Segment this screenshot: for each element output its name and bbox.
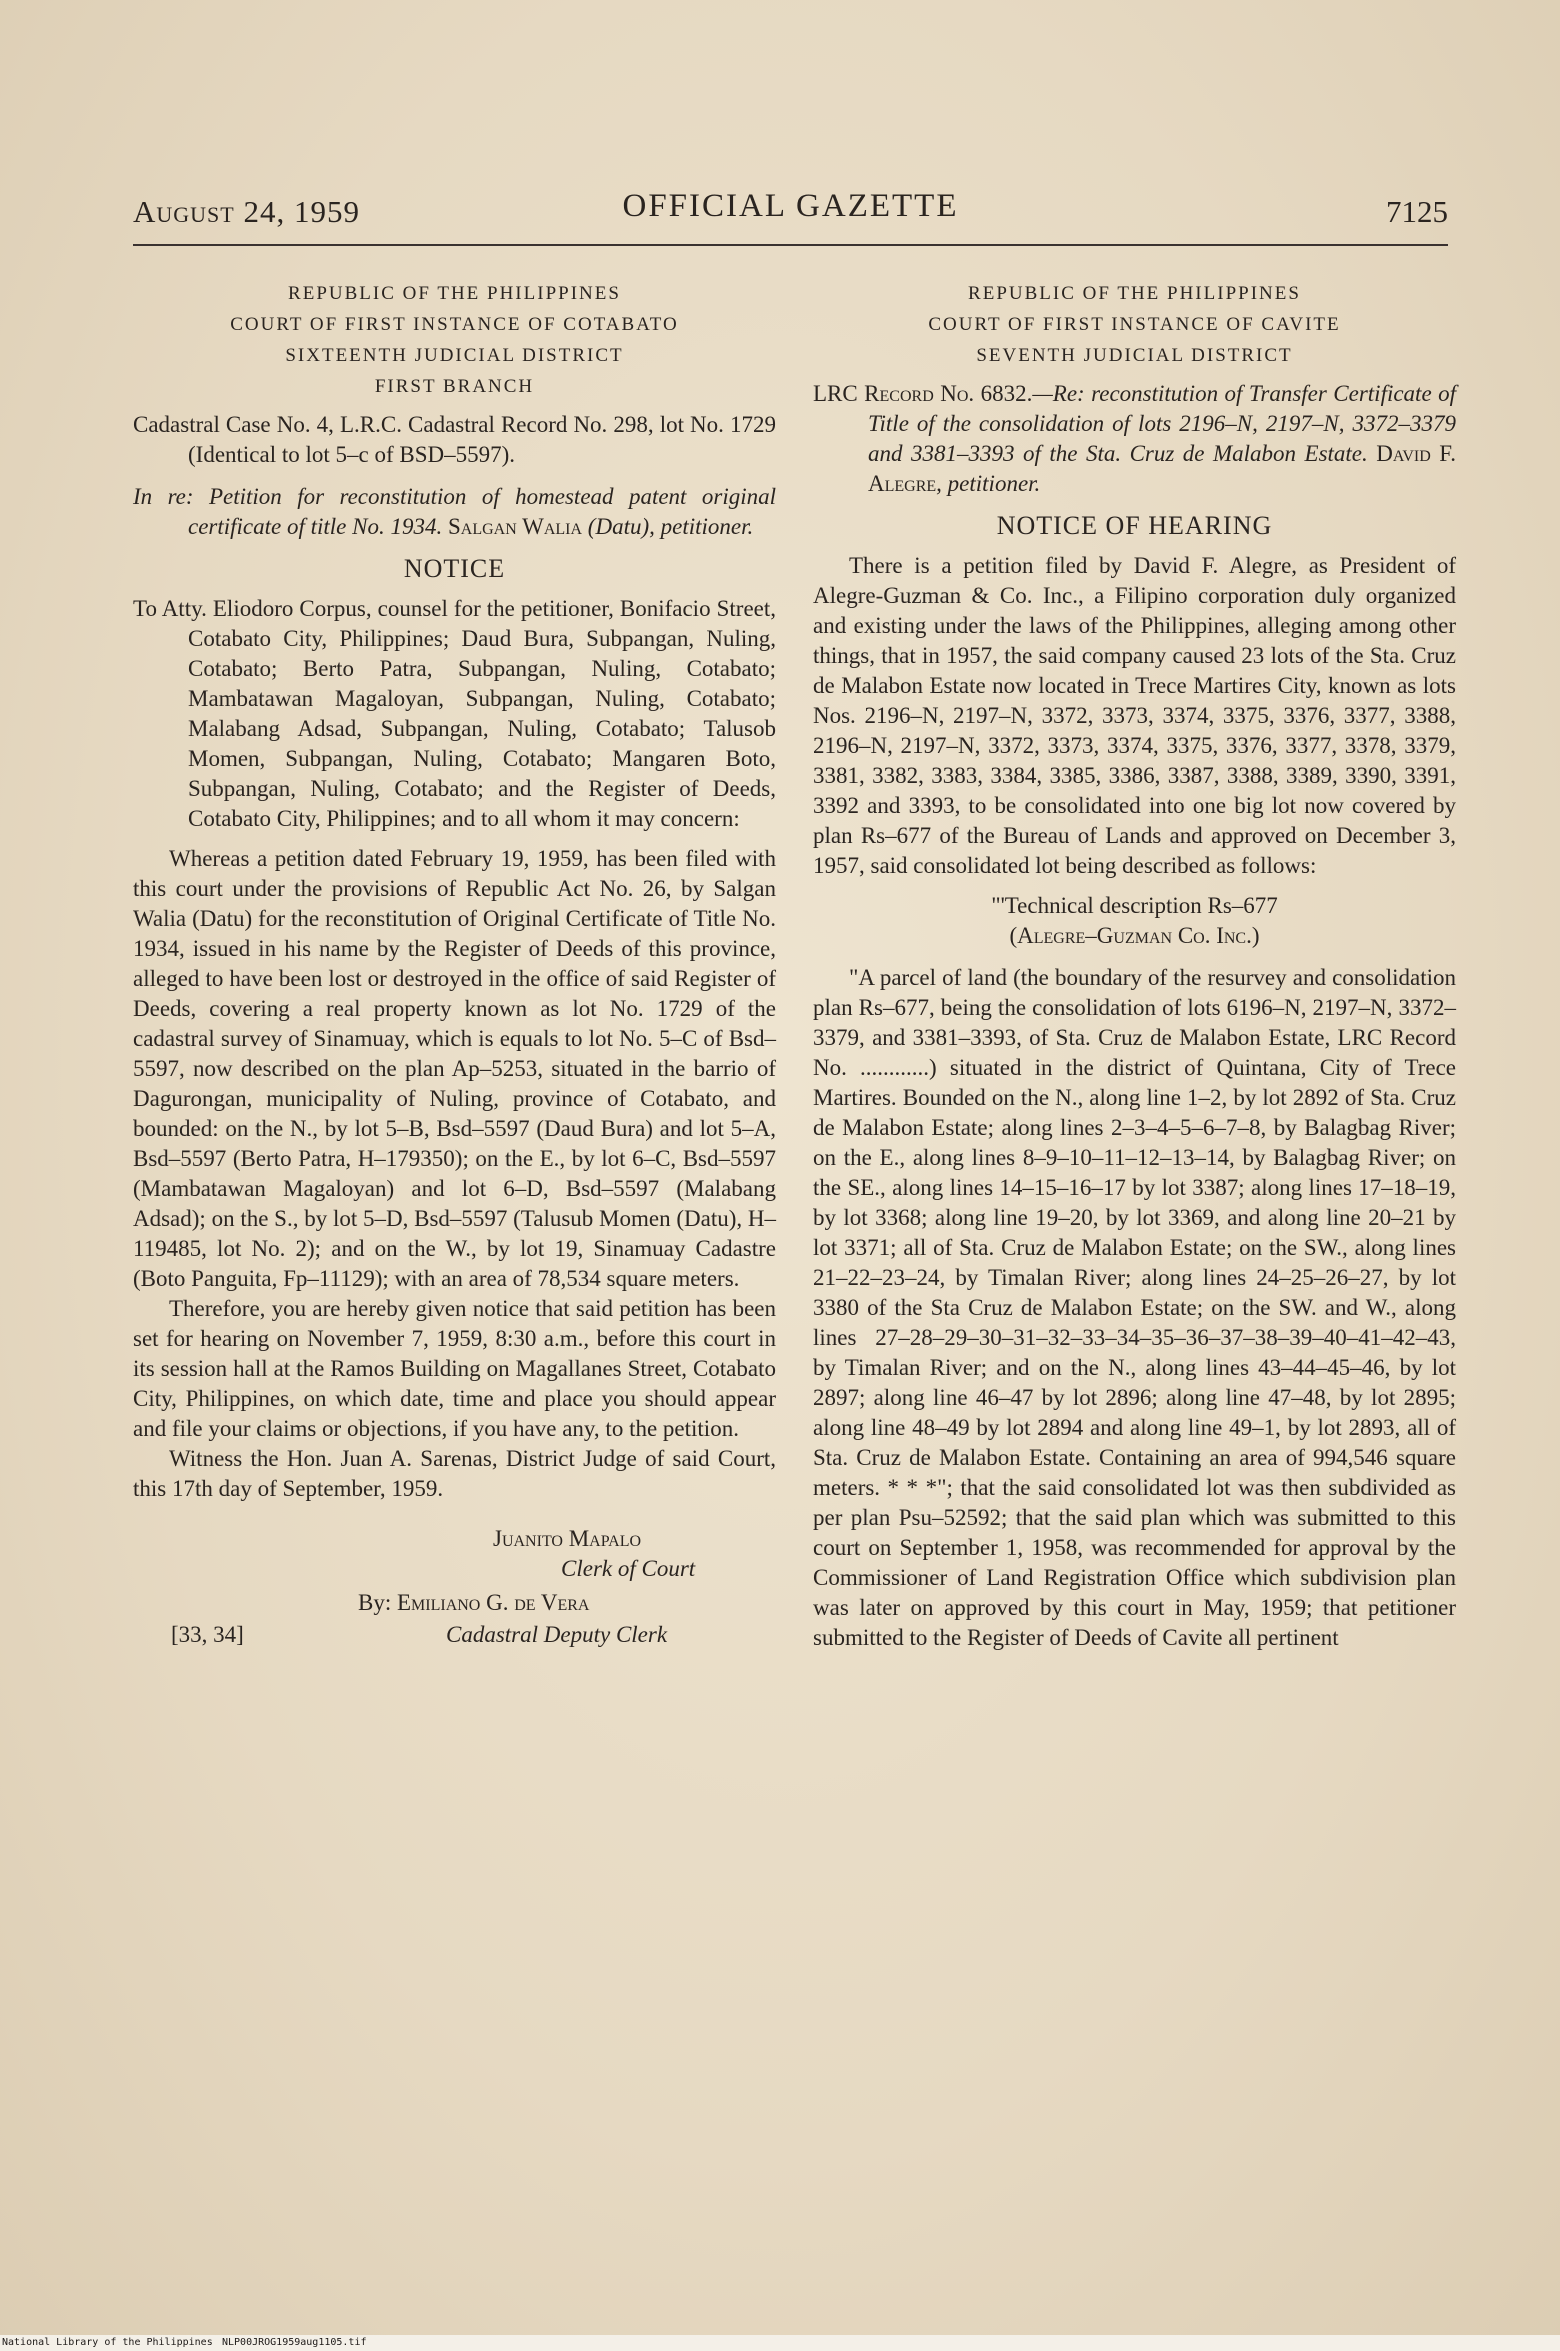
- deputy-name: Emiliano G. de Vera: [396, 1590, 590, 1615]
- court-line: REPUBLIC OF THE PHILIPPINES: [288, 283, 621, 304]
- notice-title: NOTICE: [403, 554, 506, 583]
- witness-paragraph: Witness the Hon. Juan A. Sarenas, District Judge of said Court, this 17th day of September, 1959.: [133, 1446, 776, 1501]
- court-line: SIXTEENTH JUDICIAL DISTRICT: [285, 345, 624, 366]
- parcel-paragraph: "A parcel of land (the boundary of the resurvey and consolidation plan Rs–677, being the consolidation of lots 6196–N, 2197–N, 3372–3379, and 3381–3393, of Sta. Cruz de Malabon Estate, LRC Record No. ............) situated in the district of Quintana, City of Trece Martires. Bounded on the N., along line 1–2, by lot 2892 of Sta. Cruz de Malabon Estate; along lines 2–3–4–5–6–7–8, by Balagbag River; on the E., along lines 8–9–10–11–12–13–14, by Balagbag River; on the SE., along lines 14–15–16–17 by lot 3387; along lines 17–18–19, by lot 3368; along line 19–20, by lot 3369, and along line 20–21 by lot 3371; all of Sta. Cruz de Malabon Estate; on the SW., along lines 21–22–23–24, by Timalan River; along lines 24–25–26–27, by lot 3380 of the Sta Cruz de Malabon Estate; on the SW. and W., along lines 27–28–29–30–31–32–33–34–35–36–37–38–39–40–41–42–43, by Timalan River; and on the N., along lines 43–44–45–46, by lot 2897; along line 46–47 by lot 2896; along line 47–48, by lot 2895; along line 48–49 by lot 2894 and along line 49–1, by lot 2893, all of Sta. Cruz de Malabon Estate. Containing an area of 994,546 square meters. * * *"; that the said consolidated lot was then subdivided as per plan Psu–52592; that the said plan which was submitted to this court on September 1, 1958, was recommended for approval by the Commissioner of Land Registration Office which subdivision plan was later on approved by this court in May, 1959; that petitioner submitted to the Register of Deeds of Cavite all pertinent: [813, 965, 1456, 1650]
- header-title: OFFICIAL GAZETTE: [622, 188, 959, 224]
- tech-head-line: (Alegre–Guzman Co. Inc.): [1009, 923, 1260, 948]
- petitioner-suffix: , petitioner.: [936, 471, 1041, 496]
- signature-block: [133, 1524, 776, 1647]
- by-line: [358, 1588, 590, 1618]
- record-label: LRC Record No. 6832.: [813, 381, 1033, 406]
- tech-head-line: "'Technical description Rs–677: [991, 893, 1278, 918]
- court-line: FIRST BRANCH: [374, 376, 535, 397]
- court-line: REPUBLIC OF THE PHILIPPINES: [968, 283, 1301, 304]
- addressees: To Atty. Eliodoro Corpus, counsel for the petitioner, Bonifacio Street, Cotabato City, Philippines; Daud Bura, Subpangan, Nuling, Cotabato; Berto Patra, Subpangan, Nuling, Cotabato; Mambatawan Magaloyan, Subpangan, Nuling, Cotabato; Malabang Adsad, Subpangan, Nuling, Cotabato; Talusob Momen, Subpangan, Nuling, Cotabato; Mangaren Boto, Subpangan, Nuling, Cotabato; and the Register of Deeds, Cotabato City, Philippines; and to all whom it may concern:: [133, 596, 776, 831]
- header-page-number: 7125: [1386, 194, 1448, 229]
- court-line: SEVENTH JUDICIAL DISTRICT: [976, 345, 1293, 366]
- record-line: [813, 379, 1456, 499]
- technical-description-heading: [813, 891, 1456, 951]
- record-re: —Re: reconstitution of Transfer Certificate of Title of the consolidation of lots 2196–N, 2197–N, 3372–3379 and 3381–3393 of the Sta. Cruz de Malabon Estate.: [868, 381, 1456, 466]
- petitioner-suffix: (Datu), petitioner.: [582, 514, 754, 539]
- case-line: Cadastral Case No. 4, L.R.C. Cadastral Record No. 298, lot No. 1729 (Identical to lot 5–c of BSD–5597).: [133, 412, 776, 467]
- court-line: COURT OF FIRST INSTANCE OF CAVITE: [928, 314, 1341, 335]
- header-rule: [133, 244, 1448, 246]
- right-court-heading: [813, 278, 1456, 371]
- notice-of-hearing-title: NOTICE OF HEARING: [996, 511, 1273, 540]
- footer-file: NLP00JROG1959aug1105.tif: [222, 2337, 367, 2348]
- whereas-paragraph: Whereas a petition dated February 19, 1959, has been filed with this court under the provisions of Republic Act No. 26, by Salgan Walia (Datu) for the reconstitution of Original Certificate of Title No. 1934, issued in his name by the Register of Deeds of this province, alleged to have been lost or destroyed in the office of said Register of Deeds, covering a real property known as lot No. 1729 of the cadastral survey of Sinamuay, which is equals to lot No. 5–C of Bsd–5597, now described on the plan Ap–5253, situated in the barrio of Dagurongan, municipality of Nuling, province of Cotabato, and bounded: on the N., by lot 5–B, Bsd–5597 (Daud Bura) and lot 5–A, Bsd–5597 (Berto Patra, H–179350); on the E., by lot 6–C, Bsd–5597 (Mambatawan Magaloyan) and lot 6–D, Bsd–5597 (Malabang Adsad); on the S., by lot 5–D, Bsd–5597 (Talusub Momen (Datu), H–119485, lot No. 2); and on the W., by lot 19, Sinamuay Cadastre (Boto Panguita, Fp–11129); with an area of 78,534 square meters.: [133, 846, 776, 1291]
- court-line: COURT OF FIRST INSTANCE OF COTABATO: [230, 314, 679, 335]
- petitioner-name: Salgan Walia: [448, 514, 583, 539]
- signatory-role: Clerk of Court: [561, 1556, 696, 1581]
- left-column: [133, 278, 776, 1647]
- deputy-role: Cadastral Deputy Clerk: [446, 1622, 668, 1647]
- issue-reference: [33, 34]: [171, 1622, 244, 1647]
- by-label: By:: [358, 1590, 397, 1615]
- in-re-line: [133, 482, 776, 542]
- page-header: [133, 188, 1448, 236]
- scan-footer: [0, 2335, 1560, 2351]
- footer-library: National Library of the Philippines: [2, 2337, 213, 2348]
- petition-paragraph: There is a petition filed by David F. Alegre, as President of Alegre-Guzman & Co. Inc., a Filipino corporation duly organized and existing under the laws of the Philippines, alleging among other things, that in 1957, the said company caused 23 lots of the Sta. Cruz de Malabon Estate now located in Trece Martires City, known as lots Nos. 2196–N, 2197–N, 3372, 3373, 3374, 3375, 3376, 3377, 3388, 2196–N, 2197–N, 3372, 3373, 3374, 3375, 3376, 3377, 3378, 3379, 3381, 3382, 3383, 3384, 3385, 3386, 3387, 3388, 3389, 3390, 3391, 3392 and 3393, to be consolidated into one big lot now covered by plan Rs–677 of the Bureau of Lands and approved on December 3, 1957, said consolidated lot being described as follows:: [813, 553, 1456, 878]
- signatory-name: Juanito Mapalo: [493, 1526, 642, 1551]
- left-court-heading: [133, 278, 776, 402]
- petitioner-name: David F. Alegre: [868, 441, 1456, 496]
- therefore-paragraph: Therefore, you are hereby given notice that said petition has been set for hearing on November 7, 1959, 8:30 a.m., before this court in its session hall at the Ramos Building on Magallanes Street, Cotabato City, Philippines, on which date, time and place you should appear and file your claims or objections, if you have any, to the petition.: [133, 1296, 776, 1441]
- header-date: August 24, 1959: [133, 194, 360, 229]
- in-re-text: In re: Petition for reconstitution of homestead patent original certificate of title No. 1934.: [133, 484, 776, 539]
- right-column: [813, 278, 1456, 1653]
